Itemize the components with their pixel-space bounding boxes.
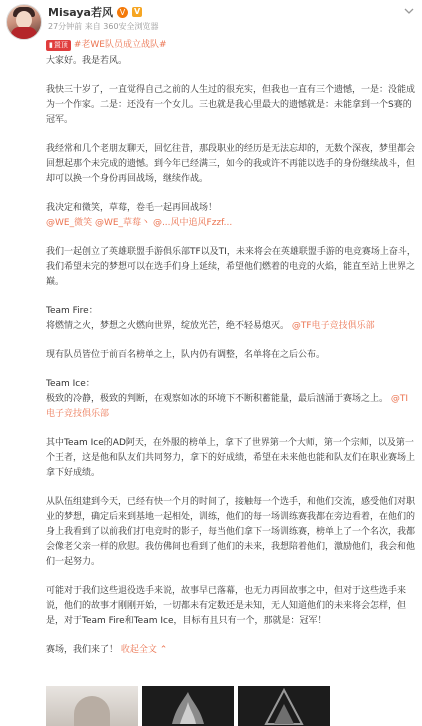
vip-badge: V bbox=[133, 7, 141, 16]
post-header bbox=[0, 0, 422, 36]
mention-tf-club[interactable]: @TF电子竞技俱乐部 bbox=[291, 321, 375, 331]
paragraph-decision bbox=[46, 201, 416, 231]
pinned-tag-label: 置顶 bbox=[53, 41, 68, 49]
closing-text: 赛场，我们来了！ bbox=[46, 645, 119, 655]
pin-icon: ▮ bbox=[49, 41, 53, 49]
team-fire-text: 将燃情之火，梦想之火燃向世界，绽放光芒，绝不轻易熄灭。 bbox=[46, 321, 290, 331]
paragraph-regrets: 我快三十岁了，一直觉得自己之前的人生过的很充实，但我也一直有三个遗憾，一是：没能成为一个作家。二是：还没有一个女儿。三也就是我心里最大的遗憾就是：未能拿到一个S赛的冠军。 bbox=[46, 85, 416, 125]
team-fire-logo-thumbnail[interactable] bbox=[142, 686, 234, 726]
name-row bbox=[48, 5, 142, 19]
paragraph-clubs: 我们一起创立了英雄联盟手游俱乐部TF以及TI，未来将会在英雄联盟手游的电竞赛场上奋斗，我们希望未完的梦想可以在选手们身上延续，希望他们燃着的电竞的火焰，能直至站上世界之巅。 bbox=[46, 247, 416, 287]
paragraph-greeting: 大家好。我是若风。 bbox=[46, 56, 128, 66]
post-body bbox=[46, 38, 416, 672]
topic-link[interactable]: #老WE队员成立战队# bbox=[73, 40, 167, 50]
paragraph-team-fire bbox=[46, 304, 416, 334]
username[interactable]: Misaya若风 bbox=[48, 6, 113, 19]
chevron-down-icon[interactable] bbox=[404, 6, 414, 16]
paragraph-roster: 现有队员皆位于前百名榜单之上，队内仍有调整，名单将在之后公布。 bbox=[46, 350, 326, 360]
mention-feng[interactable]: @...风中追风Fzzf... bbox=[152, 218, 233, 228]
mention-we-smile[interactable]: @WE_微笑 bbox=[46, 218, 93, 228]
paragraph-team-ice bbox=[46, 377, 416, 422]
paragraph-goal: 可能对于我们这些退役选手来说，故事早已落幕，也无力再回故事之中，但对于这些选手来说，他们的故事才刚刚开始，一切都未有定数还是未知，无人知道他们的未来将会怎样，但是，对于Team Fire和Team Ice，目标有且只有一个，那就是：冠军！ bbox=[46, 586, 407, 626]
paragraph-ad-player: 其中Team Ice的AD阿天，在外服的榜单上，拿下了世界第一个大师，第一个宗师，以及第一个王者，这是他和队友们共同努力，拿下的好成绩，希望在未来他也能和队友们在职业赛场上拿下好成绩。 bbox=[46, 438, 416, 478]
verified-icon: V bbox=[117, 7, 128, 18]
decision-text: 我决定和微笑，草莓，卷毛一起再回战场！ bbox=[46, 203, 218, 213]
paragraph-memories: 我经常和几个老朋友聊天，回忆往昔，那段职业的经历是无法忘却的，无数个深夜，梦里都会回想起那个未完成的遗憾。到今年已经满三，如今的我或许不再能以选手的身份继续战斗，但却可以换一个身份再回战场，继续作战。 bbox=[46, 144, 416, 184]
team-ice-text: 极致的冷静，极致的判断，在观察如冰的环境下不断积蓄能量，最后汹涌于赛场之上。 bbox=[46, 394, 389, 404]
avatar[interactable] bbox=[6, 4, 42, 40]
team-ice-logo-thumbnail[interactable] bbox=[238, 686, 330, 726]
paragraph-closing bbox=[46, 643, 416, 658]
pinned-tag bbox=[46, 40, 71, 51]
paragraph-team-building: 从队伍组建到今天，已经有快一个月的时间了，接触每一个选手，和他们交流，感受他们对职业的梦想，确定后来到基地一起相处，训练，他们的每一场训练赛我都在旁边看着，在他们的身上我看到了以前我们打电竞时的影子，每当他们拿下一场训练赛，榜单上了一个名次，我都会像老父亲一样的欣慰。我仿佛间也看到了他们的未来，我想陪着他们，激励他们，我会和他们一起努力。 bbox=[46, 497, 416, 567]
topic-row bbox=[46, 38, 416, 52]
collapse-text-button[interactable]: 收起全文 ⌃ bbox=[120, 645, 168, 655]
team-fire-title: Team Fire： bbox=[46, 306, 98, 316]
image-thumbnails bbox=[46, 686, 330, 726]
mention-ti-club[interactable]: @TI电子竞技俱乐部 bbox=[46, 394, 409, 419]
image-thumbnail[interactable] bbox=[46, 686, 138, 726]
team-ice-title: Team Ice： bbox=[46, 379, 95, 389]
mention-we-strawberry[interactable]: @WE_草莓丶 bbox=[94, 218, 151, 228]
post-meta: 27分钟前 来自 360安全浏览器 bbox=[48, 22, 159, 31]
